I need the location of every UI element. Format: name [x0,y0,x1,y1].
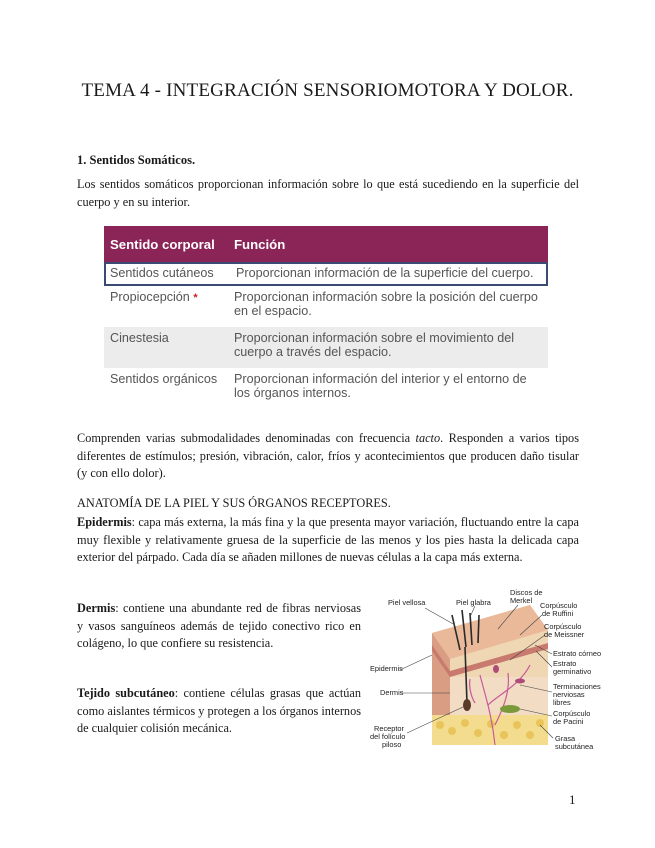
subcutaneous-paragraph [77,685,361,738]
label-pacini: de Pacini [553,717,584,726]
header-sense: Sentido corporal [110,236,215,252]
hair-follicle [463,699,471,711]
skin-anatomy-figure [370,585,620,755]
dermis-paragraph [77,600,361,653]
label-meissner: Corpúsculo [544,622,582,631]
label-terminaciones: libres [553,698,571,707]
table-row [104,262,548,286]
label-merkel: Merkel [510,596,533,605]
intro-paragraph: Los sentidos somáticos proporcionan información sobre lo que está sucediendo en la superficie del cuerpo y en su interior. [77,177,579,209]
somatic-senses-table [104,226,548,410]
label-epidermis: Epidermis [370,664,403,673]
term-epidermis: Epidermis [77,515,132,529]
label-estrato-germinativo: germinativo [553,667,592,676]
sense-cell: Sentidos cutáneos [110,266,214,280]
label-piel-glabra: Piel glabra [456,598,491,607]
function-cell: Proporcionan información sobre el movimiento del cuerpo a través del espacio. [234,331,515,359]
label-grasa: subcutánea [555,742,594,751]
label-terminaciones: Terminaciones [553,682,601,691]
function-cell: Proporcionan información de la superficie del cuerpo. [236,266,534,280]
pacini-corpuscle [500,705,520,713]
epidermis-paragraph [77,514,579,567]
anatomy-heading: ANATOMÍA DE LA PIEL Y SUS ÓRGANOS RECEPTORES. [77,496,391,510]
label-grasa: Grasa [555,734,576,743]
label-meissner: de Meissner [544,630,585,639]
sense-label: Propiocepción [110,290,190,304]
ruffini-corpuscle [515,679,525,684]
label-ruffini: Corpúsculo [540,601,578,610]
table-row [104,286,548,327]
para-text: Comprenden varias submodalidades denominadas con frecuencia [77,431,416,445]
para-text: : capa más externa, la más fina y la que presenta mayor variación, fluctuando entre la capa muy flexible y relativamente gruesa de la superficie de las menos y los pies hasta la delicada capa exterior del párpado. Cada día se añaden millones de nuevas células a la capa más externa. [77,515,579,564]
function-cell: Proporcionan información del interior y el entorno de los órganos internos. [234,372,527,400]
table-row [104,368,548,410]
table-header [104,226,548,262]
italic-term: tacto [415,431,441,445]
term-subcutaneous: Tejido subcutáneo [77,686,175,700]
label-ruffini: de Ruffini [542,609,574,618]
highlight-marker: * [193,292,198,304]
label-merkel: Discos de [510,588,543,597]
section-heading: 1. Sentidos Somáticos. [77,153,196,167]
label-pacini: Corpúsculo [553,709,591,718]
label-dermis: Dermis [380,688,404,697]
label-receptor-foliculo: Receptor [374,724,404,733]
label-terminaciones: nerviosas [553,690,585,699]
submodalities-paragraph [77,430,579,483]
label-estrato-corneo: Estrato córneo [553,649,602,658]
sense-cell: Cinestesia [110,331,169,345]
sense-cell [104,286,234,304]
label-receptor-foliculo: piloso [382,740,402,749]
label-estrato-germinativo: Estrato [553,659,577,668]
page-title: TEMA 4 - INTEGRACIÓN SENSORIOMOTORA Y DOLOR. [81,80,574,101]
page-number: 1 [569,792,576,807]
para-text: . Responden a varios tipos diferentes de estímulos; presión, vibración, calor, fríos y acontecimientos que producen daño tisular (y con ello dolor). [77,431,579,480]
table-row [104,327,548,368]
meissner-corpuscle [493,665,499,673]
label-piel-vellosa: Piel vellosa [388,598,426,607]
function-cell: Proporcionan información sobre la posición del cuerpo en el espacio. [234,290,538,318]
label-receptor-foliculo: del folículo [370,732,406,741]
sense-cell: Sentidos orgánicos [110,372,218,386]
term-dermis: Dermis [77,601,116,615]
para-text: : contiene una abundante red de fibras nerviosas y vasos sanguíneos además de tejido conectivo rico en colágeno, lo que confiere su resistencia. [77,601,361,650]
header-function: Función [234,236,286,252]
para-text: : contiene células grasas que actúan como aislantes térmicos y protegen a los órganos internos de cualquier colisión mecánica. [77,686,362,735]
